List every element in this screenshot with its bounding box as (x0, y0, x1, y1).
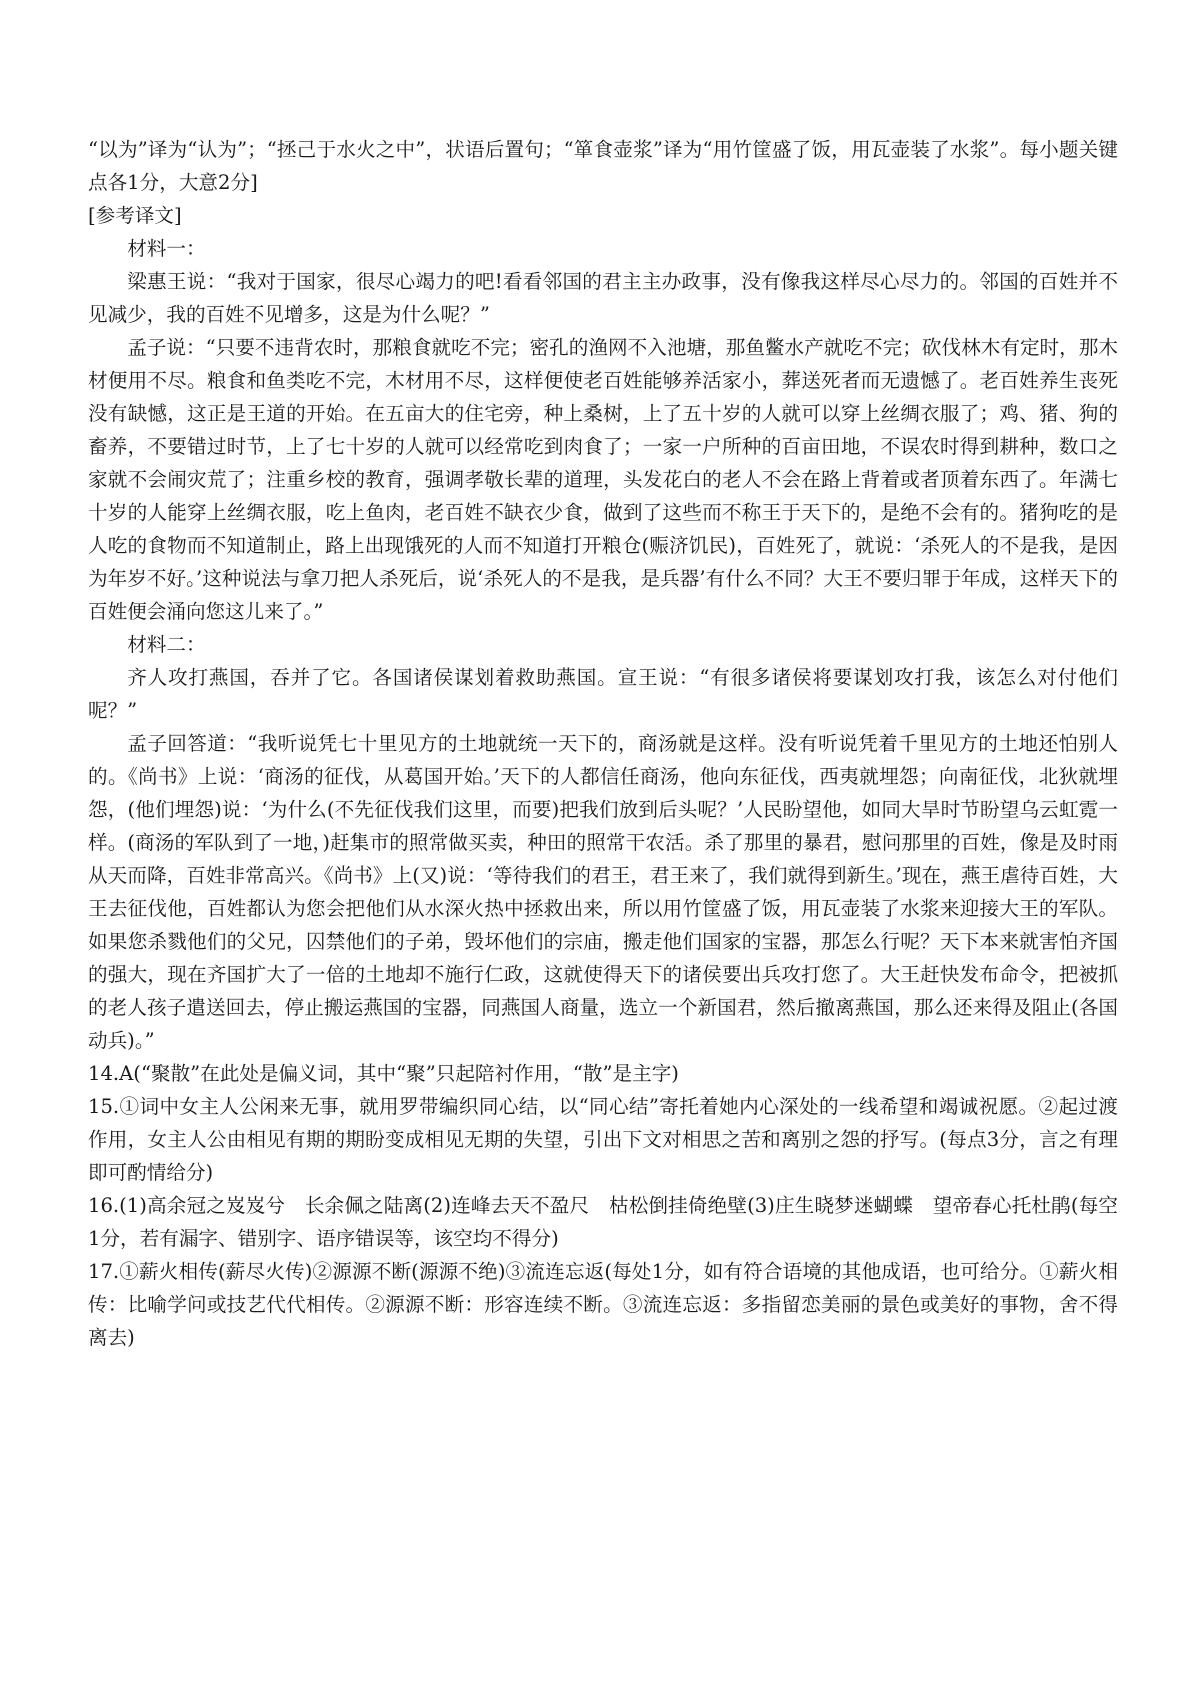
answer-15: 15.①词中女主人公闲来无事，就用罗带编织同心结，以“同心结”寄托着她内心深处的一线希望和竭诚祝愿。②起过渡作用，女主人公由相见有期的期盼变成相见无期的失望，引出下文对相思之苦和离别之怨的抒写。(每点3分，言之有理即可酌情给分) (88, 1095, 1118, 1184)
answer-note: “以为”译为“认为”；“拯己于水火之中”，状语后置句；“箪食壶浆”译为“用竹筐盛了饭，用瓦壶装了水浆”。每小题关键点各1分，大意2分] (88, 138, 1118, 194)
answer-document (88, 133, 1118, 1354)
material-one-paragraph-1: 梁惠王说：“我对于国家，很尽心竭力的吧!看看邻国的君主主办政事，没有像我这样尽心尽力的。邻国的百姓并不见减少，我的百姓不见增多，这是为什么呢？” (88, 270, 1118, 326)
material-one-heading: 材料一： (127, 237, 206, 260)
material-two-paragraph-2: 孟子回答道：“我听说凭七十里见方的土地就统一天下的，商汤就是这样。没有听说凭着千里见方的土地还怕别人的。《尚书》上说：‘商汤的征伐，从葛国开始。’天下的人都信任商汤，他向东征伐，西夷就埋怨；向南征伐，北狄就埋怨，(他们埋怨)说：‘为什么(不先征伐我们这里，而要)把我们放到后头呢？’人民盼望他，如同大旱时节盼望乌云虹霓一样。(商汤的军队到了一地，)赶集市的照常做买卖，种田的照常干农活。杀了那里的暴君，慰问那里的百姓，像是及时雨从天而降，百姓非常高兴。《尚书》上(又)说：‘等待我们的君王，君王来了，我们就得到新生。’现在，燕王虐待百姓，大王去征伐他，百姓都认为您会把他们从水深火热中拯救出来，所以用竹筐盛了饭，用瓦壶装了水浆来迎接大王的军队。如果您杀戮他们的父兄，囚禁他们的子弟，毁坏他们的宗庙，搬走他们国家的宝器，那怎么行呢？天下本来就害怕齐国的强大，现在齐国扩大了一倍的土地却不施行仁政，这就使得天下的诸侯要出兵攻打您了。大王赶快发布命令，把被抓的老人孩子遣送回去，停止搬运燕国的宝器，同燕国人商量，选立一个新国君，然后撤离燕国，那么还来得及阻止(各国动兵)。” (88, 732, 1118, 1052)
answer-17: 17.①薪火相传(薪尽火传)②源源不断(源源不绝)③流连忘返(每处1分，如有符合语境的其他成语，也可给分。①薪火相传：比喻学问或技艺代代相传。②源源不断：形容连续不断。③流连忘返：多指留恋美丽的景色或美好的事物，舍不得离去) (88, 1260, 1118, 1349)
answer-16: 16.(1)高余冠之岌岌兮 长余佩之陆离(2)连峰去天不盈尺 枯松倒挂倚绝壁(3)庄生晓梦迷蝴蝶 望帝春心托杜鹃(每空1分，若有漏字、错别字、语序错误等，该空均不得分) (88, 1194, 1118, 1250)
material-two-heading: 材料二： (127, 633, 206, 656)
material-two-paragraph-1: 齐人攻打燕国，吞并了它。各国诸侯谋划着救助燕国。宣王说：“有很多诸侯将要谋划攻打我，该怎么对付他们呢？” (88, 666, 1118, 722)
answer-14: 14.A(“聚散”在此处是偏义词，其中“聚”只起陪衬作用，“散”是主字) (88, 1062, 679, 1085)
material-one-paragraph-2: 孟子说：“只要不违背农时，那粮食就吃不完；密孔的渔网不入池塘，那鱼鳖水产就吃不完；砍伐林木有定时，那木材便用不尽。粮食和鱼类吃不完，木材用不尽，这样便使老百姓能够养活家小，葬送死者而无遗憾了。老百姓养生丧死没有缺憾，这正是王道的开始。在五亩大的住宅旁，种上桑树，上了五十岁的人就可以穿上丝绸衣服了；鸡、猪、狗的畜养，不要错过时节，上了七十岁的人就可以经常吃到肉食了；一家一户所种的百亩田地，不误农时得到耕种，数口之家就不会闹灾荒了；注重乡校的教育，强调孝敬长辈的道理，头发花白的老人不会在路上背着或者顶着东西了。年满七十岁的人能穿上丝绸衣服，吃上鱼肉，老百姓不缺衣少食，做到了这些而不称王于天下的，是绝不会有的。猪狗吃的是人吃的食物而不知道制止，路上出现饿死的人而不知道打开粮仓(赈济饥民)，百姓死了，就说：‘杀死人的不是我，是因为年岁不好。’这种说法与拿刀把人杀死后，说‘杀死人的不是我，是兵器’有什么不同？大王不要归罪于年成，这样天下的百姓便会涌向您这儿来了。” (88, 336, 1118, 623)
translation-header: [参考译文] (88, 204, 182, 227)
